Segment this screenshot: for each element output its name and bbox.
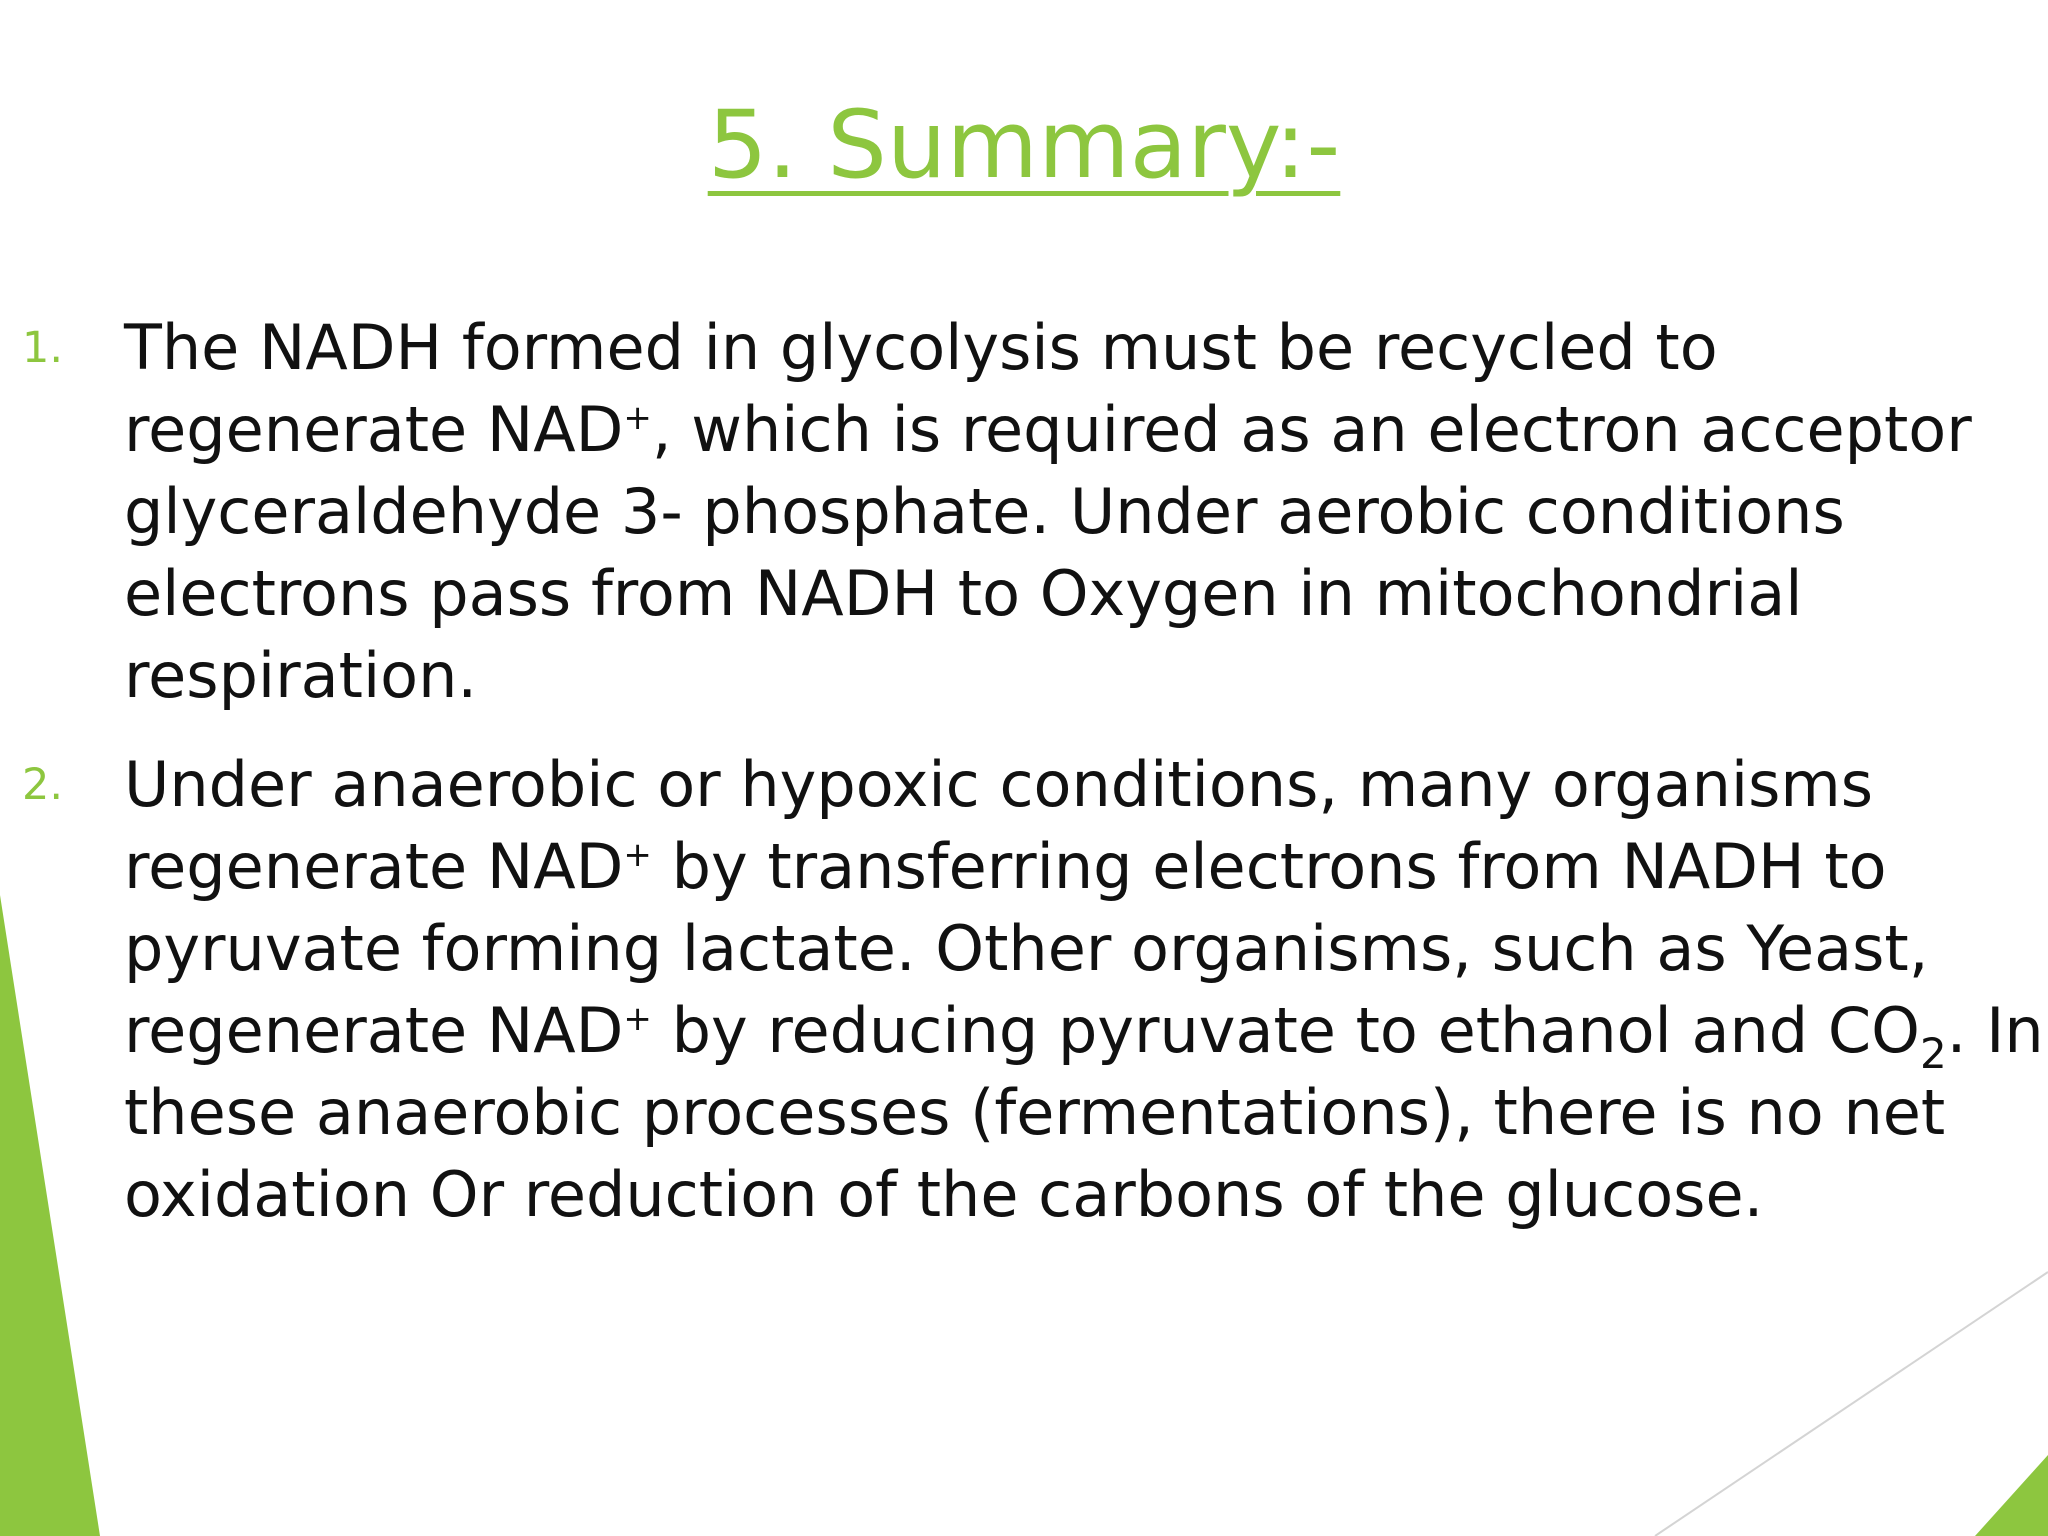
text-line: Under anaerobic or hypoxic conditions, many organisms <box>124 748 1874 821</box>
superscript-plus: + <box>623 398 652 438</box>
bottom-right-green-triangle <box>1975 1455 2048 1536</box>
text-line: respiration. <box>124 639 478 712</box>
text-line: regenerate NAD+ by reducing pyruvate to ethanol and $CO_2$. In <box>124 994 2044 1078</box>
text-line: oxidation Or reduction of the carbons of the glucose. <box>124 1158 1764 1231</box>
bottom-right-accent-line <box>1655 1272 2048 1536</box>
text-line: The NADH formed in glycolysis must be recycled to <box>124 311 1718 384</box>
superscript-plus: + <box>623 999 652 1039</box>
text-line: glyceraldehyde 3- phosphate. Under aerobic conditions <box>124 475 1845 548</box>
list-item <box>0 744 2048 1236</box>
text-line: electrons pass from NADH to Oxygen in mitochondrial <box>124 557 1803 630</box>
list-item <box>0 307 2048 717</box>
list-item-number: 1. <box>22 323 64 373</box>
text-line: pyruvate forming lactate. Other organisms, such as Yeast, <box>124 912 1929 985</box>
slide-title: 5. Summary:- <box>707 91 1341 200</box>
text-line: regenerate NAD+ by transferring electrons from NADH to <box>124 830 1887 903</box>
summary-list <box>0 307 2048 1236</box>
text-line: regenerate NAD+, which is required as an electron acceptor <box>124 393 1972 466</box>
superscript-plus: + <box>623 835 652 875</box>
list-item-number: 2. <box>22 760 64 810</box>
text-line: these anaerobic processes (fermentations), there is no net <box>124 1076 1946 1149</box>
subscript-two: 2 <box>1919 1029 1947 1078</box>
